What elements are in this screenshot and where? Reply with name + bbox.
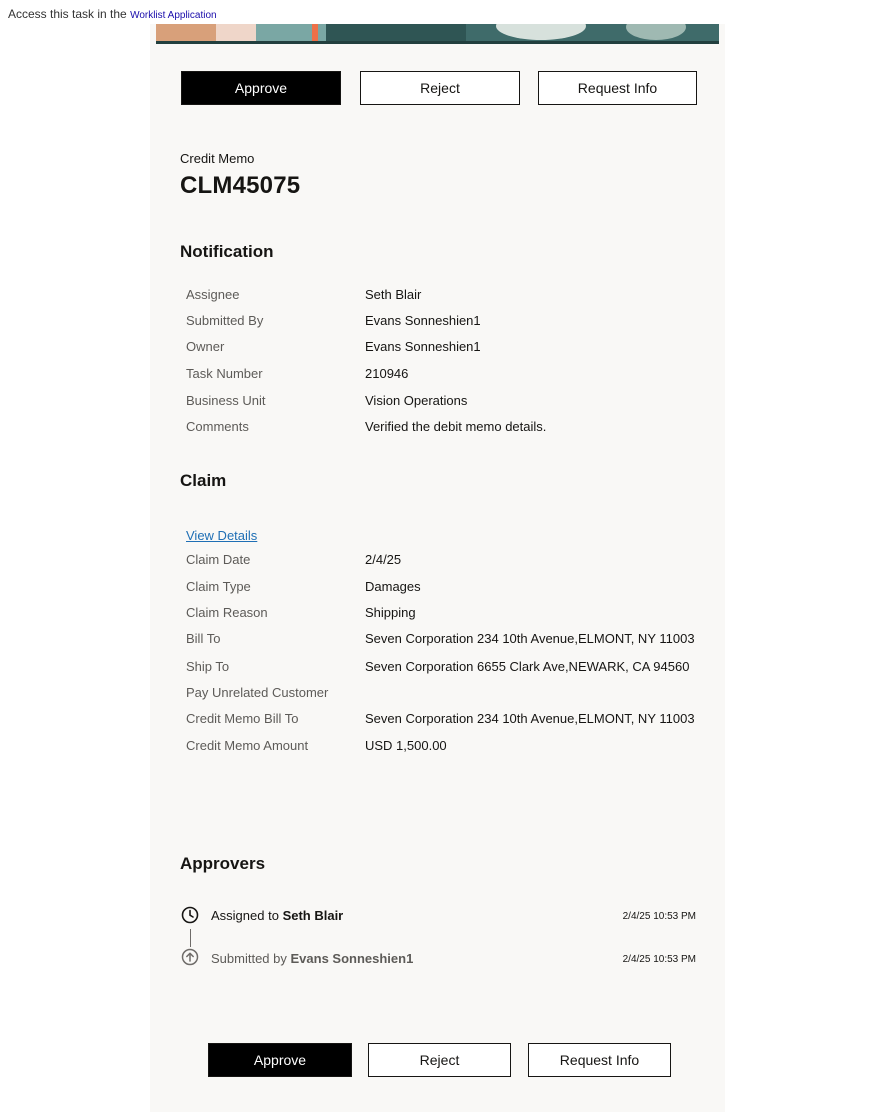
notification-label-owner: Owner — [186, 339, 225, 354]
worklist-application-link[interactable]: Worklist Application — [130, 10, 217, 21]
claim-label-bill-to: Bill To — [186, 631, 221, 646]
approver-person-submitted: Evans Sonneshien1 — [290, 951, 414, 966]
document-type: Credit Memo — [180, 151, 255, 166]
claim-label-credit-memo-bill-to: Credit Memo Bill To — [186, 711, 299, 726]
clock-icon — [181, 906, 199, 924]
notification-label-assignee: Assignee — [186, 287, 240, 302]
claim-label-claim-date: Claim Date — [186, 552, 251, 567]
notification-value-business-unit: Vision Operations — [365, 393, 468, 408]
claim-value-claim-date: 2/4/25 — [365, 552, 402, 567]
approve-button-bottom[interactable]: Approve — [208, 1043, 352, 1077]
claim-label-claim-reason: Claim Reason — [186, 605, 268, 620]
document-id: CLM45075 — [180, 172, 301, 199]
header-banner-image — [156, 24, 719, 44]
claim-value-bill-to: Seven Corporation 234 10th Avenue,ELMONT, NY 11003 — [365, 631, 695, 646]
approver-time-assigned: 2/4/25 10:53 PM — [622, 911, 696, 922]
claim-label-pay-unrelated-customer: Pay Unrelated Customer — [186, 685, 329, 700]
reject-button-bottom[interactable]: Reject — [368, 1043, 511, 1077]
approver-person-assigned: Seth Blair — [282, 908, 344, 923]
claim-value-credit-memo-amount: USD 1,500.00 — [365, 738, 447, 753]
approver-entry-submitted — [211, 951, 413, 966]
approve-button-top[interactable]: Approve — [181, 71, 341, 105]
notification-value-task-number: 210946 — [365, 366, 409, 381]
notification-value-owner: Evans Sonneshien1 — [365, 339, 481, 354]
reject-button-top[interactable]: Reject — [360, 71, 520, 105]
view-details-link[interactable]: View Details — [186, 528, 258, 543]
claim-value-ship-to: Seven Corporation 6655 Clark Ave,NEWARK, CA 94560 — [365, 659, 690, 674]
claim-value-claim-type: Damages — [365, 579, 421, 594]
notification-value-comments: Verified the debit memo details. — [365, 419, 547, 434]
notification-heading: Notification — [180, 242, 274, 261]
approver-action-submitted: Submitted by — [211, 951, 287, 966]
access-bar — [8, 7, 217, 21]
approver-entry-assigned — [211, 908, 343, 923]
notification-label-comments: Comments — [186, 419, 249, 434]
claim-label-credit-memo-amount: Credit Memo Amount — [186, 738, 309, 753]
request-info-button-top[interactable]: Request Info — [538, 71, 697, 105]
claim-value-credit-memo-bill-to: Seven Corporation 234 10th Avenue,ELMONT, NY 11003 — [365, 711, 695, 726]
access-prefix: Access this task in the — [8, 7, 127, 21]
approvers-heading: Approvers — [180, 854, 266, 873]
approver-time-submitted: 2/4/25 10:53 PM — [622, 954, 696, 965]
arrow-up-circle-icon — [181, 948, 199, 966]
notification-value-assignee: Seth Blair — [365, 287, 422, 302]
request-info-button-bottom[interactable]: Request Info — [528, 1043, 671, 1077]
claim-label-ship-to: Ship To — [186, 659, 230, 674]
notification-value-submitted-by: Evans Sonneshien1 — [365, 313, 481, 328]
approver-action-assigned: Assigned to — [211, 908, 279, 923]
claim-value-claim-reason: Shipping — [365, 605, 416, 620]
notification-label-business-unit: Business Unit — [186, 393, 266, 408]
notification-label-submitted-by: Submitted By — [186, 313, 264, 328]
approver-timeline-connector — [190, 929, 191, 947]
claim-heading: Claim — [180, 471, 227, 490]
claim-label-claim-type: Claim Type — [186, 579, 251, 594]
notification-label-task-number: Task Number — [186, 366, 263, 381]
